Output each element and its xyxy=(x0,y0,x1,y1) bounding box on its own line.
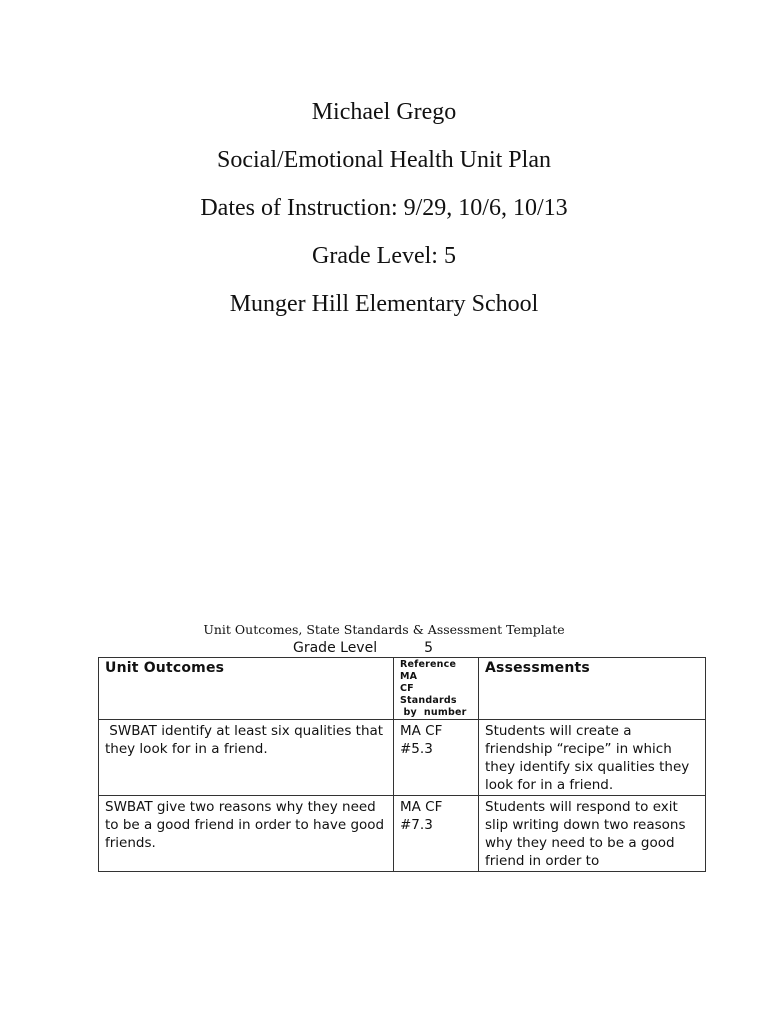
outcome-text: SWBAT identify at least six qualities that they look for in a friend. xyxy=(105,723,388,757)
header-unit-outcomes: Unit Outcomes xyxy=(99,658,394,720)
author-name: Michael Grego xyxy=(311,99,457,125)
standard-cell xyxy=(394,796,479,872)
outcomes-table xyxy=(98,657,706,872)
header-reference-line: MA xyxy=(400,671,418,682)
standard-cell xyxy=(394,720,479,796)
header-assessments: Assessments xyxy=(479,658,706,720)
instruction-dates: Dates of Instruction: 9/29, 10/6, 10/13 xyxy=(200,195,568,221)
standard-text: MA CF #7.3 xyxy=(400,799,447,833)
template-grade-row xyxy=(293,638,474,658)
title-block xyxy=(0,88,768,328)
standard-text: MA CF #5.3 xyxy=(400,723,447,757)
outcome-cell xyxy=(99,720,394,796)
assessment-text: Students will create a friendship “recipe” in which they identify six qualities they look for in a friend. xyxy=(485,723,694,793)
header-reference-line: Standards xyxy=(400,695,457,706)
table-header-row xyxy=(99,658,706,720)
header-reference-line: Reference xyxy=(400,659,457,670)
unit-title: Social/Emotional Health Unit Plan xyxy=(217,147,551,173)
header-reference-line: CF xyxy=(400,683,414,694)
assessment-cell xyxy=(479,796,706,872)
table-row xyxy=(99,720,706,796)
assessment-text: Students will respond to exit slip writing down two reasons why they need to be a good friend in order to xyxy=(485,799,690,869)
header-reference-standards xyxy=(394,658,479,720)
school-name: Munger Hill Elementary School xyxy=(229,291,539,317)
table-row xyxy=(99,796,706,872)
grade-level: Grade Level: 5 xyxy=(312,243,456,269)
template-grade-label: Grade Level xyxy=(293,640,378,656)
template-caption: Unit Outcomes, State Standards & Assessment Template xyxy=(203,622,565,637)
assessment-cell xyxy=(479,720,706,796)
header-reference-line: by number xyxy=(400,707,467,718)
outcome-cell xyxy=(99,796,394,872)
outcome-text: SWBAT give two reasons why they need to be a good friend in order to have good friends. xyxy=(105,799,389,851)
template-grade-value: 5 xyxy=(384,640,474,658)
